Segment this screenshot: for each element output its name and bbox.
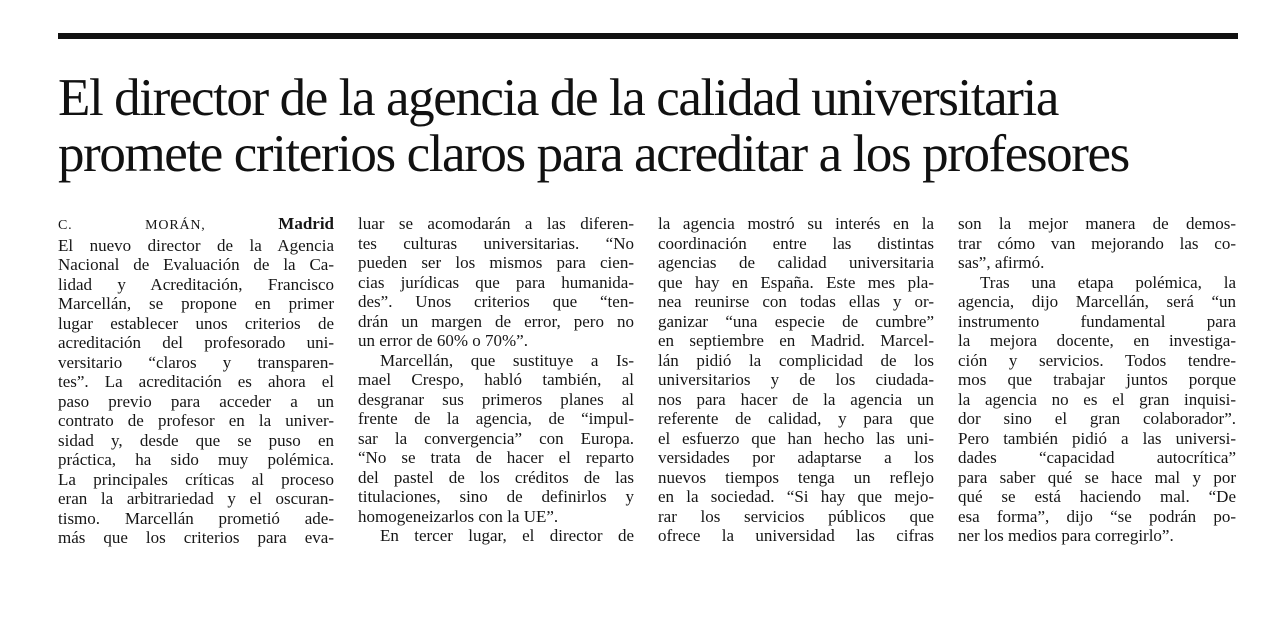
text-line: qué se está haciendo mal. “De <box>958 487 1236 506</box>
top-rule <box>58 33 1238 39</box>
text-line: versitario “claros y transparen- <box>58 352 334 372</box>
text-line: mael Crespo, habló también, al <box>358 370 634 389</box>
text-line: paso previo para acceder a un <box>58 391 334 411</box>
text-line: “No se trata de hacer el reparto <box>358 448 634 467</box>
text-line: sas”, afirmó. <box>958 253 1045 272</box>
text-line: versidades por adaptarse a los <box>658 448 934 467</box>
text-line: des”. Unos criterios que “ten- <box>358 292 634 311</box>
text-line: drán un margen de error, pero no <box>358 311 634 331</box>
text-line: coordinación entre las distintas <box>658 233 934 253</box>
text-line: agencias de calidad universitaria <box>658 253 934 272</box>
text-line: tes culturas universitarias. “No <box>358 233 634 253</box>
headline <box>58 70 1248 182</box>
text-line: del pastel de los créditos de las <box>358 467 634 487</box>
text-line: un error de 60% o 70%”. <box>358 331 528 350</box>
text-line: el esfuerzo que han hecho las uni- <box>658 428 934 448</box>
byline <box>58 214 334 236</box>
column-1 <box>58 214 334 548</box>
text-line: luar se acomodarán a las diferen- <box>358 214 634 233</box>
text-line: ganizar “una especie de cumbre” <box>658 311 934 331</box>
text-line: en septiembre en Madrid. Marcel- <box>658 331 934 350</box>
text-line: en la sociedad. “Si hay que mejo- <box>658 487 934 506</box>
text-line: Tras una etapa polémica, la <box>980 272 1236 292</box>
text-line: esa forma”, dijo “se podrán po- <box>958 506 1236 526</box>
text-line: Marcellán, que sustituye a Is- <box>380 350 634 370</box>
text-line: son la mejor manera de demos- <box>958 214 1236 233</box>
text-line: El nuevo director de la Agencia <box>58 235 334 255</box>
text-line: En tercer lugar, el director de <box>380 526 634 545</box>
text-line: trar cómo van mejorando las co- <box>958 233 1236 253</box>
text-line: homogeneizarlos con la UE”. <box>358 506 559 526</box>
text-line: la mejora docente, en investiga- <box>958 331 1236 350</box>
text-line: La principales críticas al proceso <box>58 469 334 489</box>
text-line: tes”. La acreditación es ahora el <box>58 372 334 391</box>
text-line: pueden ser los mismos para cien- <box>358 253 634 272</box>
byline-city: Madrid <box>278 214 335 233</box>
text-line: la agencia mostró su interés en la <box>658 214 934 233</box>
column-2 <box>358 214 634 546</box>
text-line: ofrece la universidad las cifras <box>658 526 934 545</box>
text-line: práctica, ha sido muy polémica. <box>58 450 334 469</box>
text-line: nuevos tiempos tenga un reflejo <box>658 467 934 487</box>
text-line: Pero también pidió a las universi- <box>958 428 1236 448</box>
text-line: tismo. Marcellán prometió ade- <box>58 508 334 528</box>
text-line: nos para hacer de la agencia un <box>658 389 934 409</box>
text-line: que hay en España. Este mes pla- <box>658 272 934 292</box>
text-line: mos que trabajar juntos porque <box>958 370 1236 389</box>
text-line: para saber qué se hace mal y por <box>958 467 1236 487</box>
text-line: nea reunirse con todas ellas y or- <box>658 292 934 311</box>
text-line: dor sino el gran colaborador”. <box>958 409 1236 428</box>
text-line: sidad y, desde que se puso en <box>58 430 334 450</box>
text-line: rar los servicios públicos que <box>658 506 934 526</box>
text-line: sar la convergencia” con Europa. <box>358 428 634 448</box>
text-line: lán pidió la complicidad de los <box>658 350 934 370</box>
text-line: Marcellán, se propone en primer <box>58 294 334 313</box>
text-line: más que los criterios para eva- <box>58 528 334 547</box>
text-line: cias jurídicas que para humanida- <box>358 272 634 292</box>
text-line: desgranar sus primeros planes al <box>358 389 634 409</box>
text-line: referente de calidad, y para que <box>658 409 934 428</box>
text-line: titulaciones, sino de definirlos y <box>358 487 634 506</box>
text-line: ner los medios para corregirlo”. <box>958 526 1174 545</box>
text-line: contrato de profesor en la univer- <box>58 411 334 430</box>
byline-author: C. MORÁN, <box>58 218 206 233</box>
text-line: lidad y Acreditación, Francisco <box>58 274 334 294</box>
text-line: instrumento fundamental para <box>958 311 1236 331</box>
text-line: eran la arbitrariedad y el oscuran- <box>58 489 334 508</box>
text-line: ción y servicios. Todos tendre- <box>958 350 1236 370</box>
text-line: universitarios y de los ciudada- <box>658 370 934 389</box>
headline-line-1: El director de la agencia de la calidad universitaria <box>58 69 1058 127</box>
text-line: lugar establecer unos criterios de <box>58 313 334 333</box>
text-line: frente de la agencia, de “impul- <box>358 409 634 428</box>
text-line: Nacional de Evaluación de la Ca- <box>58 255 334 274</box>
text-line: acreditación del profesorado uni- <box>58 333 334 352</box>
text-line: dades “capacidad autocrítica” <box>958 448 1236 467</box>
column-4 <box>958 214 1236 546</box>
text-line: la agencia no es el gran inquisi- <box>958 389 1236 409</box>
text-line: agencia, dijo Marcellán, será “un <box>958 292 1236 311</box>
headline-line-2: promete criterios claros para acreditar a los profesores <box>58 125 1129 183</box>
column-3 <box>658 214 934 546</box>
